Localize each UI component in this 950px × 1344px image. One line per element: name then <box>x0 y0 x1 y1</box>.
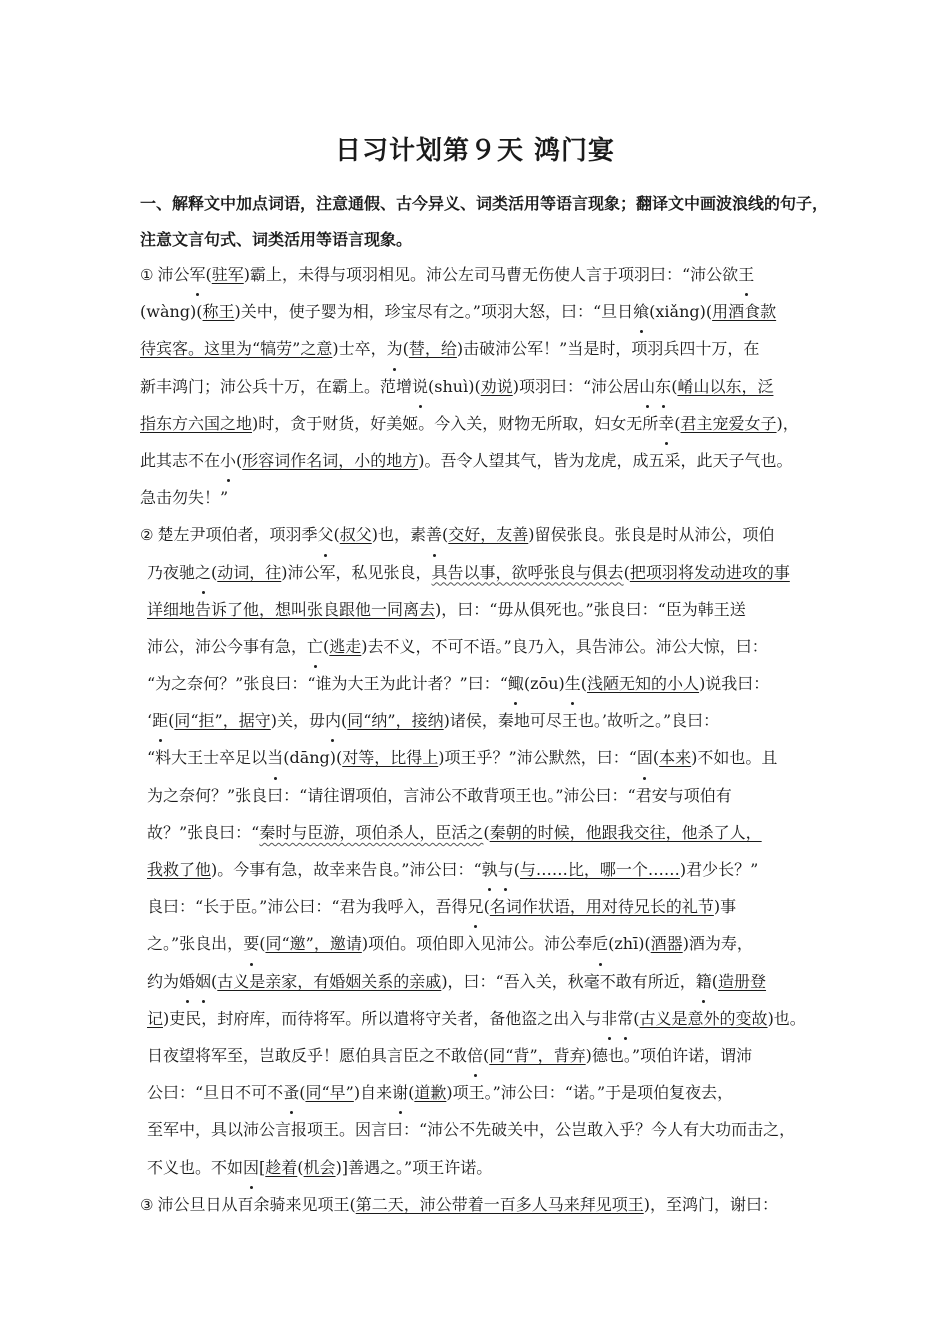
gloss-underlined: 秦朝的时候，他跟我交往，他杀了人， <box>489 822 762 842</box>
text-line <box>140 368 820 405</box>
text-line <box>140 591 820 628</box>
dotted-word: 说 <box>412 377 428 396</box>
text-segment: ( <box>333 525 340 545</box>
text-line <box>140 405 820 442</box>
paragraph-number: ① <box>140 266 154 284</box>
passage-text <box>140 256 820 1223</box>
text-segment: 故？”张良曰：“ <box>147 822 260 842</box>
text-segment: )，至鸿门，谢曰： <box>643 1194 778 1214</box>
dotted-word: 蚤 <box>283 1083 299 1102</box>
gloss-underlined: 本来 <box>659 748 692 768</box>
text-segment: ( <box>483 1045 490 1065</box>
text-segment: )项羽曰：“沛公居 <box>512 376 640 396</box>
gloss-underlined: 浅陋无知的小人 <box>587 674 700 694</box>
text-segment: 乃夜驰 <box>147 562 196 582</box>
paragraph-number: ② <box>140 526 154 545</box>
dotted-word: 军 <box>189 265 205 284</box>
gloss-underlined: 详细地告诉了他，想叫张良跟他一同离去 <box>147 599 436 619</box>
text-segment: 至军中，具以沛公言报项王。因言曰：“沛公不先破关中，公岂敢入乎？今人有大功而击之， <box>147 1120 796 1140</box>
gloss-underlined: 驻军 <box>211 265 244 284</box>
dotted-word: 小 <box>220 451 236 470</box>
dotted-word: 幸 <box>658 414 674 433</box>
text-segment: )说我曰： <box>699 674 770 694</box>
text-line <box>140 1149 820 1186</box>
text-segment: ( <box>323 636 330 656</box>
text-line <box>140 739 820 776</box>
text-segment: ( <box>408 1083 415 1103</box>
text-segment: ( <box>299 1083 306 1103</box>
gloss-underlined: 叔父 <box>339 525 372 545</box>
gloss-underlined: 同“邀”，邀请 <box>265 934 362 954</box>
dotted-word: 要 <box>243 934 259 953</box>
text-line <box>140 1000 820 1037</box>
text-segment: ( <box>674 413 681 433</box>
dotted-word: 善 <box>426 525 442 544</box>
text-segment: 不义也。不如 <box>147 1157 244 1177</box>
text-segment: ( <box>341 711 348 731</box>
text-line <box>140 1186 820 1223</box>
text-segment: )]善遇之。”项王许诺。 <box>335 1157 493 1177</box>
text-segment: 新丰鸿门；沛公兵十万，在霸上。范增 <box>140 376 413 396</box>
dotted-word: 鲰 <box>508 674 524 693</box>
gloss-underlined: 古义是亲家，有婚姻关系的亲戚 <box>217 971 442 991</box>
text-segment: ( <box>483 822 490 842</box>
gloss-underlined: 对等，比得上 <box>342 748 439 768</box>
gloss-underlined: 交好，友善 <box>448 525 529 545</box>
text-line <box>140 293 820 330</box>
text-segment: )自来 <box>353 1083 393 1103</box>
gloss-underlined: 第二天，沛公带着一百多人马来拜见项王 <box>355 1194 644 1214</box>
text-segment: ( <box>442 525 449 545</box>
text-segment: 之。”张良出， <box>147 934 244 954</box>
gloss-underlined: 酒器 <box>650 934 683 954</box>
text-segment: )德也。”项伯许诺，谓沛 <box>585 1045 753 1065</box>
text-line <box>140 1111 820 1148</box>
gloss-underlined: 形容词作名词，小的地方 <box>242 450 419 470</box>
dotted-word: 内 <box>325 711 341 730</box>
text-segment: )，曰：“吾入关，秋毫不敢有所近， <box>441 971 696 991</box>
gloss-underlined: 机会 <box>303 1157 336 1177</box>
text-line <box>140 665 820 702</box>
dotted-word: 父 <box>317 525 333 544</box>
text-segment: “料大王士卒足以 <box>147 748 268 768</box>
text-segment: (dāng)( <box>283 748 343 768</box>
text-segment: ( <box>168 711 175 731</box>
text-segment: ( <box>205 265 212 284</box>
text-segment: 约为 <box>147 971 180 991</box>
text-segment: )项伯。项伯即入见沛公。沛公奉 <box>361 934 593 954</box>
gloss-underlined: 与……比，哪一个…… <box>519 860 680 879</box>
text-segment: ( <box>711 971 719 991</box>
gloss-underlined: 动词，往 <box>217 562 282 582</box>
text-segment: ( <box>211 562 218 582</box>
gloss-underlined: 趁着 <box>265 1157 298 1177</box>
text-segment: ‘ <box>147 711 153 731</box>
text-segment: 沛公，沛公今事有急， <box>147 636 308 656</box>
text-line <box>140 702 820 739</box>
text-segment: 沛公 <box>157 265 190 284</box>
gloss-underlined: 记 <box>147 1008 164 1028</box>
dotted-word: 当 <box>267 748 283 767</box>
text-line <box>140 1074 820 1111</box>
text-segment: )留侯张良。张良是时从沛公，项伯 <box>528 525 775 545</box>
text-segment: ( <box>623 562 630 582</box>
text-segment: )酒为寿， <box>682 934 753 954</box>
text-segment: )也。 <box>767 1008 806 1028</box>
text-segment: 此其志不在 <box>140 450 221 470</box>
gloss-underlined: 逃走 <box>329 636 362 656</box>
dotted-word: 为 <box>387 339 403 358</box>
gloss-underlined: 同“纳”，接纳 <box>347 711 444 731</box>
text-segment: )士卒， <box>332 339 387 359</box>
gloss-underlined: 替，给 <box>408 339 457 359</box>
text-line <box>140 814 820 851</box>
text-segment: [ <box>259 1157 266 1177</box>
dotted-word: 谢 <box>392 1083 408 1102</box>
text-segment: 急击勿失！” <box>140 488 229 508</box>
text-segment: ( <box>259 934 266 954</box>
text-segment: )吏民，封府库，而待将军。所以遣将守关者，备他盗之出入与 <box>163 1008 602 1028</box>
text-segment: )关，毋 <box>270 711 325 731</box>
dotted-word: 孰与 <box>482 860 514 879</box>
gloss-underlined: 名词作状语，用对待兄长的礼节 <box>489 897 714 917</box>
instructions: 一、解释文中加点词语，注意通假、古今异义、词类活用等语言现象；翻译文中画波浪线的句子，注意文言句式、词类活用等语言现象。 <box>140 194 829 249</box>
text-segment: )关中，使子婴为相，珍宝尽有之。”项羽大怒，曰：“旦日 <box>234 302 634 322</box>
text-segment: ( <box>633 1008 640 1028</box>
text-segment: )。今事有急，故幸来告良。”沛公曰：“ <box>211 860 482 879</box>
dotted-word: 之 <box>195 563 211 582</box>
text-segment: )去不义，不可不语。”良乃入，具告沛公。沛公大惊，曰： <box>361 636 768 656</box>
dotted-word: 生 <box>565 674 581 693</box>
text-segment: 为之奈何？”张良曰：“请往谓项伯，言沛公不敢背项王也。”沛公曰：“君安与项伯有 <box>147 785 732 805</box>
gloss-underlined: 造册登 <box>718 971 767 991</box>
dotted-word: 倍 <box>467 1046 483 1065</box>
gloss-underlined: 用酒食款 <box>712 302 777 322</box>
text-segment: (zōu) <box>523 674 565 694</box>
text-segment: 良曰：“长于臣。”沛公曰：“君为我呼入，吾得 <box>147 897 468 917</box>
text-segment: )，曰：“毋从俱死也。”张良曰：“臣为韩王送 <box>435 599 746 619</box>
text-line <box>140 442 820 479</box>
gloss-underlined: 我救了他 <box>147 860 212 879</box>
dotted-word: 飨 <box>633 302 649 321</box>
text-segment: )击破沛公军！”当是时，项羽兵四十万，在 <box>456 339 760 359</box>
text-segment: 楚左尹项伯者，项羽季 <box>157 525 318 545</box>
text-segment: (wàng)( <box>140 302 203 322</box>
text-segment: )项王乎？”沛公默然，曰：“ <box>438 748 637 768</box>
gloss-underlined: 崤山以东，泛 <box>677 376 774 396</box>
wavy-sentence: 秦时与臣游，项伯杀人，臣活之 <box>259 822 484 842</box>
paragraph-number: ③ <box>140 1195 154 1214</box>
text-segment: ( <box>236 450 243 470</box>
text-line <box>140 963 820 1000</box>
text-line <box>140 554 820 591</box>
dotted-word: 非常 <box>601 1009 633 1028</box>
dotted-word: 亡 <box>307 637 323 656</box>
gloss-underlined: 同“拒”，据守 <box>174 711 271 731</box>
text-segment: )霸上，未得与项羽相见。沛公左司马曹无伤使人言于项羽曰：“沛公欲 <box>243 265 739 284</box>
text-line <box>140 925 820 962</box>
text-line <box>140 888 820 925</box>
text-segment: ( <box>671 376 678 396</box>
text-line <box>140 330 820 367</box>
gloss-underlined: 同“早” <box>305 1083 354 1103</box>
text-segment: “为之奈何？”张良曰：“谁为大王为此计者？”曰：“ <box>147 674 508 694</box>
gloss-underlined: 指东方六国之地 <box>140 413 253 433</box>
text-segment: (zhī)( <box>608 934 651 954</box>
text-segment: ( <box>513 860 520 879</box>
dotted-word: 卮 <box>592 934 608 953</box>
text-segment: 公曰：“旦日不可不 <box>147 1083 284 1103</box>
text-line <box>140 777 820 814</box>
text-segment: 日夜望将军至，岂敢反乎！愿伯具言臣之不敢 <box>147 1045 468 1065</box>
text-segment: )， <box>776 413 799 433</box>
text-segment: ( <box>297 1157 304 1177</box>
text-segment: )项王。”沛公曰：“诺。”于是项伯复夜去， <box>446 1083 734 1103</box>
text-line <box>140 479 820 516</box>
gloss-underlined: 称王 <box>202 302 235 322</box>
text-line <box>140 628 820 665</box>
dotted-word: 山东 <box>639 377 671 396</box>
text-segment: )君少长？” <box>679 860 759 879</box>
text-segment: )事 <box>713 897 737 917</box>
text-segment: ( <box>652 748 660 768</box>
text-line <box>140 256 820 293</box>
text-segment: )沛公军，私见张良， <box>281 562 432 582</box>
text-segment: )也，素 <box>371 525 426 545</box>
gloss-underlined: 待宾客。这里为“犒劳”之意 <box>140 339 333 359</box>
dotted-word: 婚姻 <box>179 972 211 991</box>
text-segment: )时，贪于财货，好美姬。今入关，财物无所取，妇女无所 <box>252 413 659 433</box>
text-segment: )。吾令人望其气，皆为龙虎，成五采，此天子气也。 <box>418 450 793 470</box>
text-line <box>140 851 820 888</box>
text-segment: (shuì)( <box>428 376 481 396</box>
text-segment: (xiǎng)( <box>649 302 713 322</box>
gloss-underlined: 古义是意外的变故 <box>639 1008 768 1028</box>
wavy-sentence: 具告以事，欲呼张良与俱去 <box>431 562 624 582</box>
gloss-underlined: 劝说 <box>480 376 513 396</box>
text-line <box>140 1037 820 1074</box>
dotted-word: 固 <box>637 748 653 767</box>
gloss-underlined: 君主宠爱女子 <box>680 413 777 433</box>
text-segment: 沛公旦日从百余骑来见项王( <box>157 1194 356 1214</box>
dotted-word: 兄 <box>468 897 484 916</box>
gloss-underlined: 同“背”，背弃 <box>489 1045 586 1065</box>
dotted-word: 距 <box>152 711 168 730</box>
gloss-underlined: 把项羽将发动进攻的事 <box>629 562 790 582</box>
dotted-word: 籍 <box>696 972 712 991</box>
dotted-word: 因 <box>243 1158 259 1177</box>
dotted-word: 王 <box>738 265 754 284</box>
text-segment: ( <box>580 674 588 694</box>
page-title: 日习计划第９天 鸿门宴 <box>334 136 616 166</box>
text-line <box>140 516 820 553</box>
text-segment: ( <box>211 971 218 991</box>
text-segment: )诸侯，秦地可尽王也。’故听之。”良曰： <box>443 711 720 731</box>
text-segment: )不如也。且 <box>691 748 778 768</box>
text-segment: ( <box>402 339 409 359</box>
gloss-underlined: 道歉 <box>414 1083 447 1103</box>
text-segment: ( <box>483 897 490 917</box>
